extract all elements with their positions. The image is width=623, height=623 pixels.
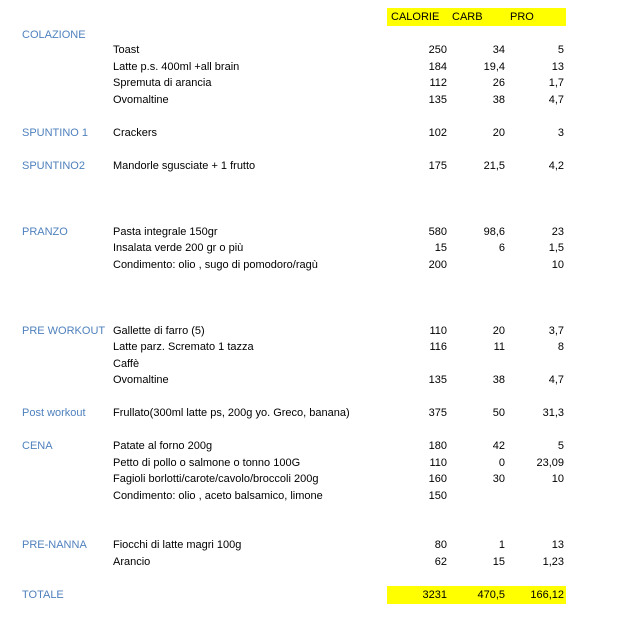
food-item: Condimento: olio , aceto balsamico, limone	[113, 490, 323, 502]
section-label: PRANZO	[22, 226, 68, 238]
pro-value: 4,2	[548, 160, 564, 172]
calorie-value: 160	[428, 473, 447, 485]
section-label: PRE WORKOUT	[22, 325, 106, 337]
header-pro: PRO	[510, 11, 534, 23]
table-row	[0, 126, 623, 143]
food-item: Latte parz. Scremato 1 tazza	[113, 341, 254, 353]
pro-value: 23,09	[536, 457, 564, 469]
pro-value: 3	[557, 127, 564, 139]
food-item: Petto di pollo o salmone o tonno 100G	[113, 457, 301, 469]
table-row	[0, 93, 623, 110]
food-item: Toast	[113, 44, 140, 56]
section-label: CENA	[22, 440, 53, 452]
table-row	[0, 472, 623, 489]
food-item: Ovomaltine	[113, 374, 169, 386]
pro-value: 1,5	[548, 242, 564, 254]
food-item: Frullato(300ml latte ps, 200g yo. Greco, banana)	[113, 407, 350, 419]
pro-value: 4,7	[548, 374, 564, 386]
carb-value: 21,5	[483, 160, 505, 172]
pro-value: 8	[557, 341, 564, 353]
table-row	[0, 538, 623, 555]
carb-value: 20	[492, 325, 505, 337]
food-item: Caffè	[113, 358, 140, 370]
carb-value: 6	[498, 242, 505, 254]
calorie-value: 184	[428, 61, 447, 73]
food-item: Fiocchi di latte magri 100g	[113, 539, 242, 551]
food-item: Mandorle sgusciate + 1 frutto	[113, 160, 256, 172]
pro-value: 5	[557, 44, 564, 56]
calorie-value: 135	[428, 94, 447, 106]
carb-value: 98,6	[483, 226, 505, 238]
calorie-value: 15	[434, 242, 447, 254]
carb-value: 0	[498, 457, 505, 469]
header-carb: CARB	[452, 11, 483, 23]
calorie-value: 102	[428, 127, 447, 139]
table-row	[0, 159, 623, 176]
food-item: Condimento: olio , sugo di pomodoro/ragù	[113, 259, 318, 271]
section-label: TOTALE	[22, 589, 64, 601]
calorie-value: 180	[428, 440, 447, 452]
pro-value: 4,7	[548, 94, 564, 106]
carb-value: 15	[492, 556, 505, 568]
calorie-value: 116	[429, 341, 447, 353]
carb-value: 19,4	[483, 61, 505, 73]
pro-value: 166,12	[530, 589, 564, 601]
food-item: Pasta integrale 150gr	[113, 226, 218, 238]
table-row	[0, 225, 623, 242]
calorie-value: 110	[429, 325, 447, 337]
table-row	[0, 324, 623, 341]
pro-value: 13	[551, 539, 564, 551]
table-row	[0, 241, 623, 258]
section-label: SPUNTINO 1	[22, 127, 89, 139]
carb-value: 26	[492, 77, 505, 89]
carb-value: 11	[493, 341, 505, 353]
pro-value: 1,23	[542, 556, 564, 568]
pro-value: 31,3	[542, 407, 564, 419]
table-row	[0, 340, 623, 357]
food-item: Fagioli borlotti/carote/cavolo/broccoli 200g	[113, 473, 319, 485]
section-label: SPUNTINO2	[22, 160, 85, 172]
carb-value: 42	[492, 440, 505, 452]
food-item: Arancio	[113, 556, 151, 568]
calorie-value: 250	[428, 44, 447, 56]
calorie-value: 150	[428, 490, 447, 502]
section-label: Post workout	[22, 407, 86, 419]
calorie-value: 110	[429, 457, 447, 469]
section-label: COLAZIONE	[22, 29, 86, 41]
food-item: Spremuta di arancia	[113, 77, 212, 89]
calorie-value: 80	[434, 539, 447, 551]
calorie-value: 200	[428, 259, 447, 271]
table-row	[0, 406, 623, 423]
calorie-value: 3231	[422, 589, 447, 601]
pro-value: 1,7	[548, 77, 564, 89]
section-label: PRE-NANNA	[22, 539, 87, 551]
pro-value: 3,7	[548, 325, 564, 337]
carb-value: 34	[492, 44, 505, 56]
table-row	[0, 456, 623, 473]
pro-value: 5	[557, 440, 564, 452]
calorie-value: 175	[428, 160, 447, 172]
carb-value: 38	[492, 374, 505, 386]
pro-value: 10	[551, 259, 564, 271]
table-row	[0, 373, 623, 390]
table-row	[0, 43, 623, 60]
calorie-value: 135	[428, 374, 447, 386]
calorie-value: 580	[428, 226, 447, 238]
table-row	[0, 555, 623, 572]
table-row	[0, 588, 623, 605]
table-row	[0, 439, 623, 456]
carb-value: 20	[492, 127, 505, 139]
pro-value: 23	[551, 226, 564, 238]
calorie-value: 112	[429, 77, 447, 89]
pro-value: 10	[551, 473, 564, 485]
table-row	[0, 357, 623, 374]
carb-value: 470,5	[477, 589, 505, 601]
calorie-value: 62	[434, 556, 447, 568]
carb-value: 50	[492, 407, 505, 419]
table-row	[0, 60, 623, 77]
carb-value: 38	[492, 94, 505, 106]
food-item: Latte p.s. 400ml +all brain	[113, 61, 240, 73]
pro-value: 13	[551, 61, 564, 73]
table-row	[0, 489, 623, 506]
header-calorie: CALORIE	[391, 11, 440, 23]
food-item: Insalata verde 200 gr o più	[113, 242, 244, 254]
table-row	[0, 76, 623, 93]
carb-value: 30	[492, 473, 505, 485]
food-item: Patate al forno 200g	[113, 440, 213, 452]
food-item: Gallette di farro (5)	[113, 325, 205, 337]
table-row	[0, 258, 623, 275]
carb-value: 1	[498, 539, 505, 551]
food-item: Ovomaltine	[113, 94, 169, 106]
food-item: Crackers	[113, 127, 158, 139]
calorie-value: 375	[428, 407, 447, 419]
